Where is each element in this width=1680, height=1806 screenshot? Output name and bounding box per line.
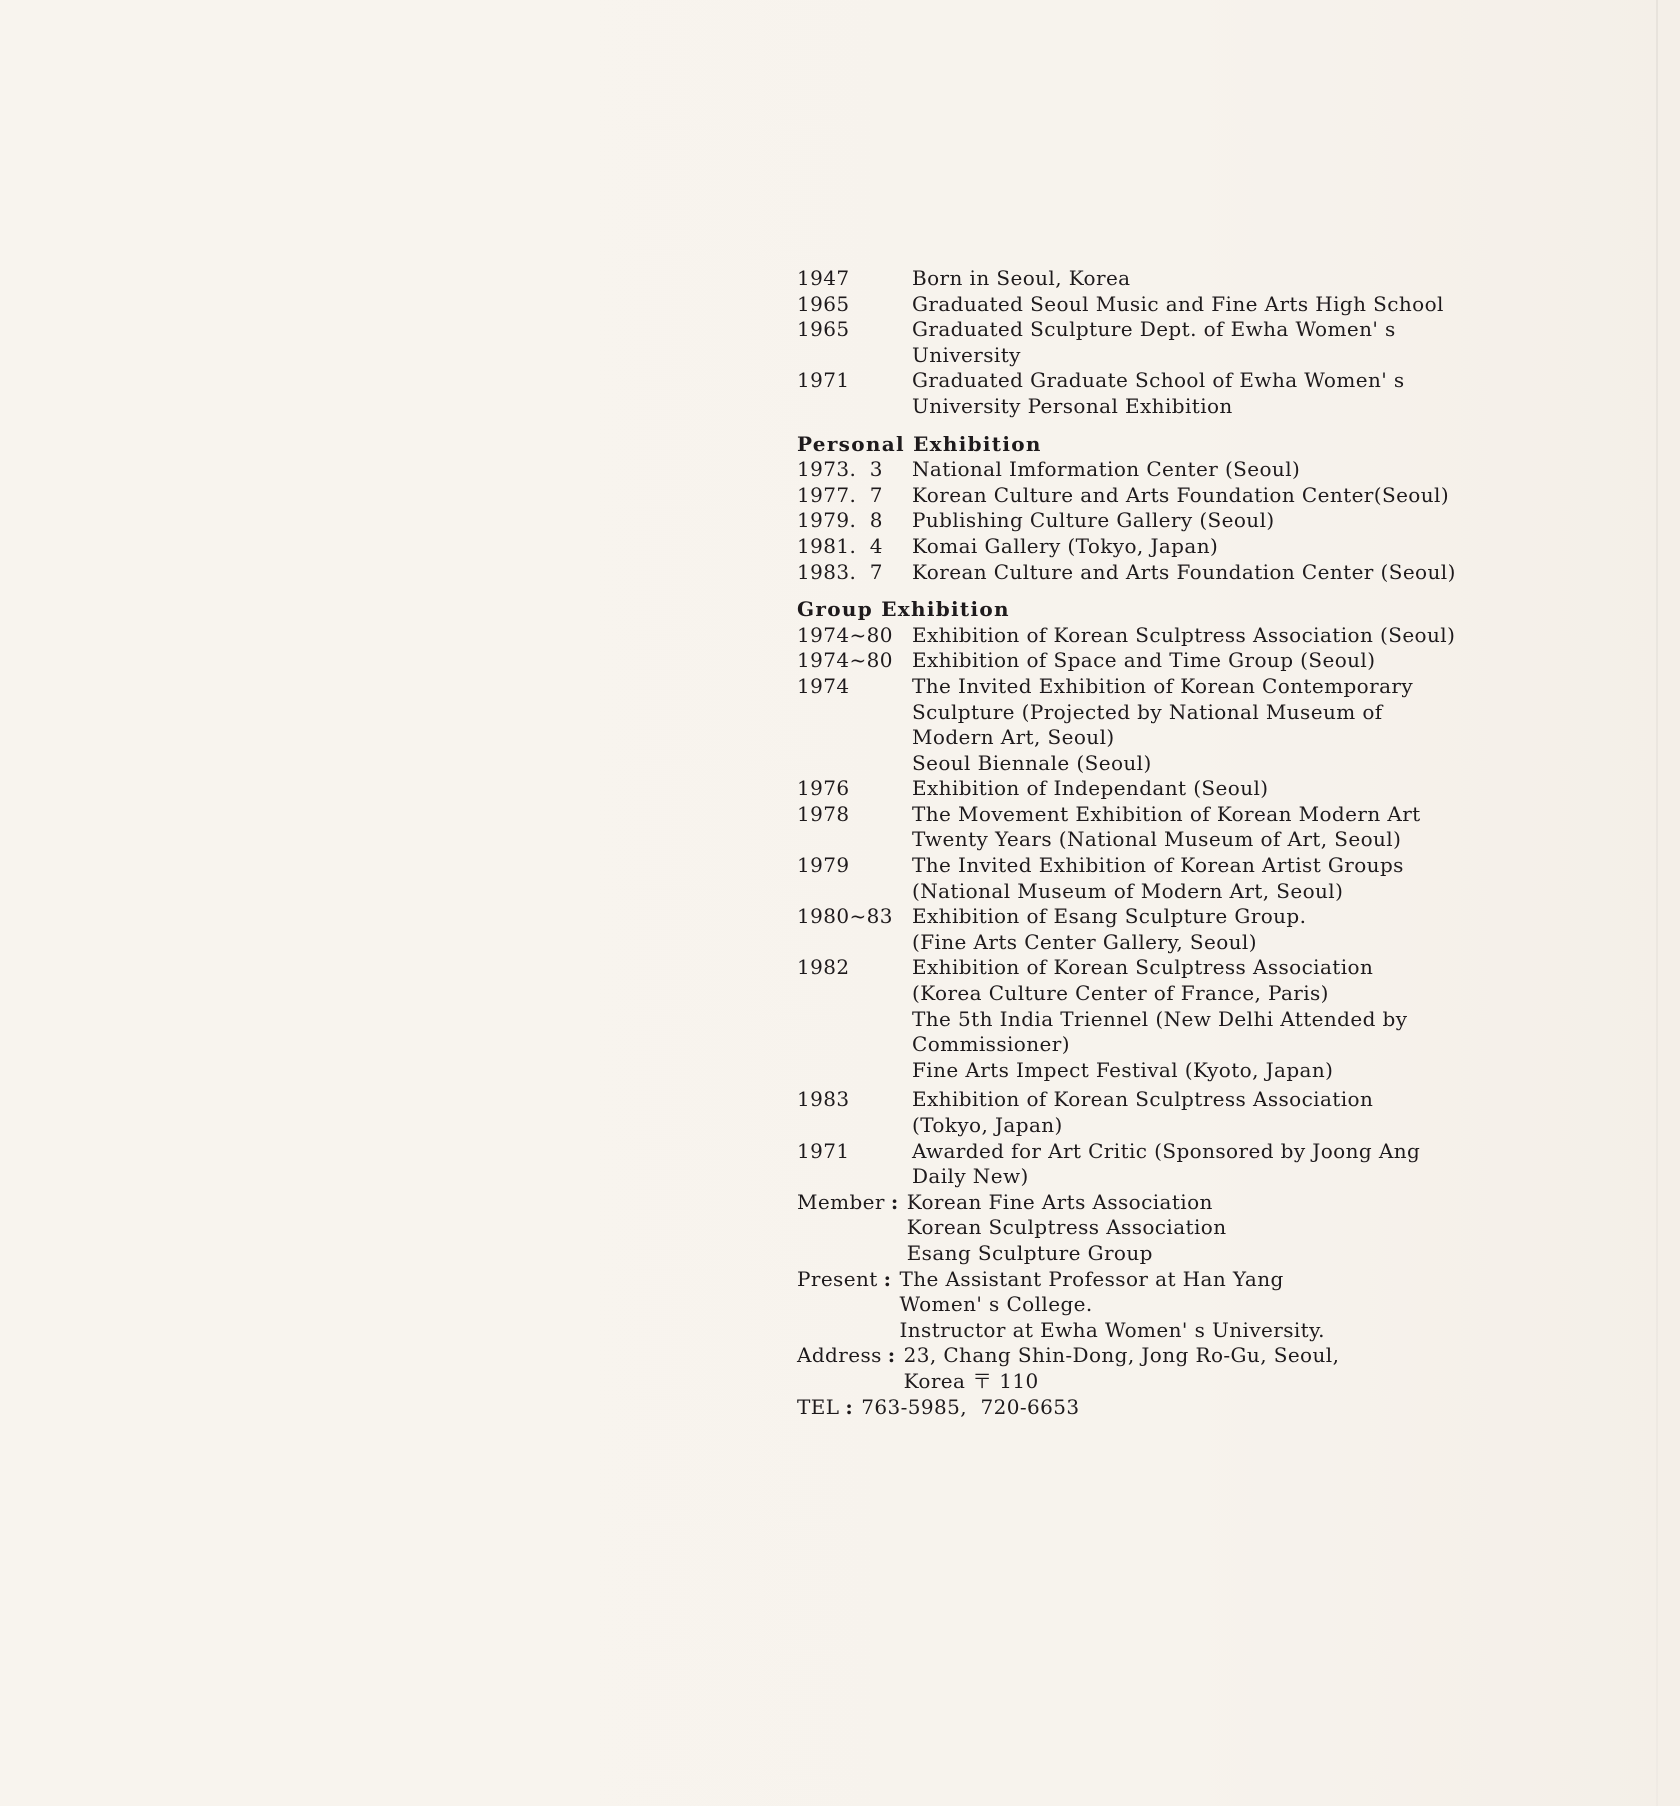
personal-exhibition-entry (797, 508, 1537, 534)
personal-exhibition-heading: Personal Exhibition (797, 431, 1042, 456)
bio-line: University (912, 342, 1021, 367)
present-line: Women' s College. (899, 1292, 1093, 1317)
entry-line: The Movement Exhibition of Korean Modern Art (912, 801, 1421, 826)
personal-exhibition-list (797, 457, 1537, 585)
bio-entry (797, 292, 1537, 318)
bio-line: Graduated Sculpture Dept. of Ewha Women' s (912, 317, 1396, 342)
entry-line: (Fine Arts Center Gallery, Seoul) (912, 929, 1257, 954)
address-values (904, 1343, 1537, 1394)
group-exhibition-list (797, 623, 1537, 1190)
bio-line: Born in Seoul, Korea (912, 266, 1131, 290)
entry-line: Publishing Culture Gallery (Seoul) (912, 508, 1275, 533)
personal-exhibition-entry (797, 534, 1537, 560)
entry-line: Exhibition of Esang Sculpture Group. (912, 904, 1307, 929)
tel-label: TEL (797, 1394, 840, 1419)
entry-date: 1974~80 (797, 648, 893, 673)
entry-line: Awarded for Art Critic (Sponsored by Joong Ang (912, 1138, 1421, 1163)
entry-date: 1979 (797, 853, 850, 878)
address-entry (797, 1343, 1537, 1394)
entry-date: 1978 (797, 801, 850, 826)
entry-line: Exhibition of Korean Sculptress Association (912, 1087, 1374, 1112)
bio-line: University Personal Exhibition (912, 393, 1233, 418)
group-exhibition-heading: Group Exhibition (797, 597, 1010, 622)
present-separator: : (883, 1266, 892, 1291)
entry-date: 1980~83 (797, 904, 893, 929)
entry-text (912, 904, 1537, 955)
present-line: Instructor at Ewha Women' s University. (899, 1317, 1325, 1342)
personal-exhibition-entry (797, 483, 1537, 509)
personal-exhibition-entry (797, 457, 1537, 483)
group-exhibition-entry (797, 1087, 1537, 1138)
entry-line: Fine Arts Impect Festival (Kyoto, Japan) (912, 1057, 1334, 1082)
bio-text (912, 292, 1537, 318)
entry-text (912, 648, 1537, 674)
entry-line: Korean Culture and Arts Foundation Center(Seoul) (912, 482, 1450, 507)
address-separator: : (887, 1343, 896, 1368)
entry-text (912, 560, 1537, 586)
present-entry (797, 1267, 1537, 1344)
entry-line: Korean Culture and Arts Foundation Center (Seoul) (912, 559, 1456, 584)
entry-date: 1981. 4 (797, 533, 883, 558)
entry-line: Exhibition of Space and Time Group (Seoul) (912, 648, 1376, 673)
address-line: Korea 〒 110 (903, 1368, 1039, 1393)
bio-entry (797, 368, 1537, 419)
address-line: 23, Chang Shin-Dong, Jong Ro-Gu, Seoul, (903, 1343, 1340, 1368)
group-exhibition-entry (797, 853, 1537, 904)
entry-date: 1983 (797, 1087, 850, 1112)
present-label: Present (797, 1266, 878, 1291)
entry-line: (Korea Culture Center of France, Paris) (912, 981, 1329, 1006)
member-values (907, 1190, 1537, 1267)
group-exhibition-entry (797, 776, 1537, 802)
bio-year: 1965 (797, 317, 850, 342)
entry-text (912, 1139, 1537, 1190)
bio-year: 1971 (797, 368, 850, 393)
member-label: Member (797, 1189, 885, 1214)
entry-line: Sculpture (Projected by National Museum of (912, 699, 1383, 724)
bio-entry (797, 317, 1537, 368)
entry-line: Exhibition of Korean Sculptress Association (912, 955, 1374, 980)
entry-date: 1982 (797, 955, 850, 980)
bio-text (912, 266, 1537, 292)
bio-entry (797, 266, 1537, 292)
entry-line: Commissioner) (912, 1032, 1070, 1057)
address-label: Address (797, 1343, 882, 1368)
entry-line: The Invited Exhibition of Korean Artist Groups (912, 853, 1404, 878)
entry-date: 1974 (797, 673, 850, 698)
entry-line: Exhibition of Korean Sculptress Association (Seoul) (912, 622, 1456, 647)
entry-text (912, 623, 1537, 649)
member-line: Korean Sculptress Association (906, 1215, 1227, 1240)
tel-separator: : (845, 1394, 854, 1419)
page-edge (1656, 0, 1658, 1806)
group-exhibition-entry (797, 904, 1537, 955)
entry-text (912, 853, 1537, 904)
group-exhibition-entry (797, 674, 1537, 776)
group-exhibition-entry (797, 623, 1537, 649)
present-values (899, 1267, 1537, 1344)
award-entry (797, 1139, 1537, 1190)
entry-text (912, 483, 1537, 509)
entry-line: (Tokyo, Japan) (912, 1113, 1063, 1137)
entry-line: Komai Gallery (Tokyo, Japan) (912, 533, 1219, 558)
bio-year: 1965 (797, 291, 850, 316)
group-exhibition-entry (797, 648, 1537, 674)
entry-line: Daily New) (912, 1164, 1029, 1189)
bio-section (797, 266, 1537, 420)
personal-exhibition-entry (797, 560, 1537, 586)
entry-text (912, 802, 1537, 853)
entry-text (912, 776, 1537, 802)
member-line: Esang Sculpture Group (906, 1240, 1153, 1265)
bio-line: Graduated Seoul Music and Fine Arts High School (912, 291, 1444, 316)
group-exhibition-entry (797, 802, 1537, 853)
member-entry (797, 1190, 1537, 1267)
entry-date: 1983. 7 (797, 559, 883, 584)
bio-text (912, 368, 1537, 419)
entry-line: The Invited Exhibition of Korean Contemporary (912, 673, 1414, 698)
entry-text (912, 1087, 1537, 1138)
entry-date: 1976 (797, 776, 850, 801)
bio-year: 1947 (797, 266, 850, 290)
present-line: The Assistant Professor at Han Yang (899, 1266, 1284, 1291)
tel-entry (797, 1395, 1537, 1421)
entry-date: 1971 (797, 1138, 850, 1163)
entry-date: 1979. 8 (797, 508, 883, 533)
entry-line: Seoul Biennale (Seoul) (912, 750, 1152, 775)
entry-text (912, 674, 1537, 776)
entry-line: (National Museum of Modern Art, Seoul) (912, 878, 1344, 903)
tel-value: 763-5985, 720-6653 (861, 1394, 1080, 1419)
entry-line: The 5th India Triennel (New Delhi Attended by (912, 1006, 1408, 1031)
entry-line: Exhibition of Independant (Seoul) (912, 776, 1269, 801)
entry-text (912, 534, 1537, 560)
entry-line: National Imformation Center (Seoul) (912, 457, 1301, 482)
entry-date: 1973. 3 (797, 457, 883, 482)
entry-line: Modern Art, Seoul) (912, 725, 1115, 750)
bio-line: Graduated Graduate School of Ewha Women' s (912, 368, 1405, 393)
entry-line: Twenty Years (National Museum of Art, Seoul) (912, 827, 1402, 852)
entry-text (912, 955, 1537, 1083)
entry-text (912, 457, 1537, 483)
biography-column (797, 266, 1537, 1420)
contact-section (797, 1190, 1537, 1420)
entry-text (912, 508, 1537, 534)
bio-text (912, 317, 1537, 368)
entry-date: 1974~80 (797, 622, 893, 647)
group-exhibition-entry (797, 955, 1537, 1083)
member-separator: : (890, 1189, 899, 1214)
member-line: Korean Fine Arts Association (906, 1189, 1213, 1214)
entry-date: 1977. 7 (797, 482, 883, 507)
